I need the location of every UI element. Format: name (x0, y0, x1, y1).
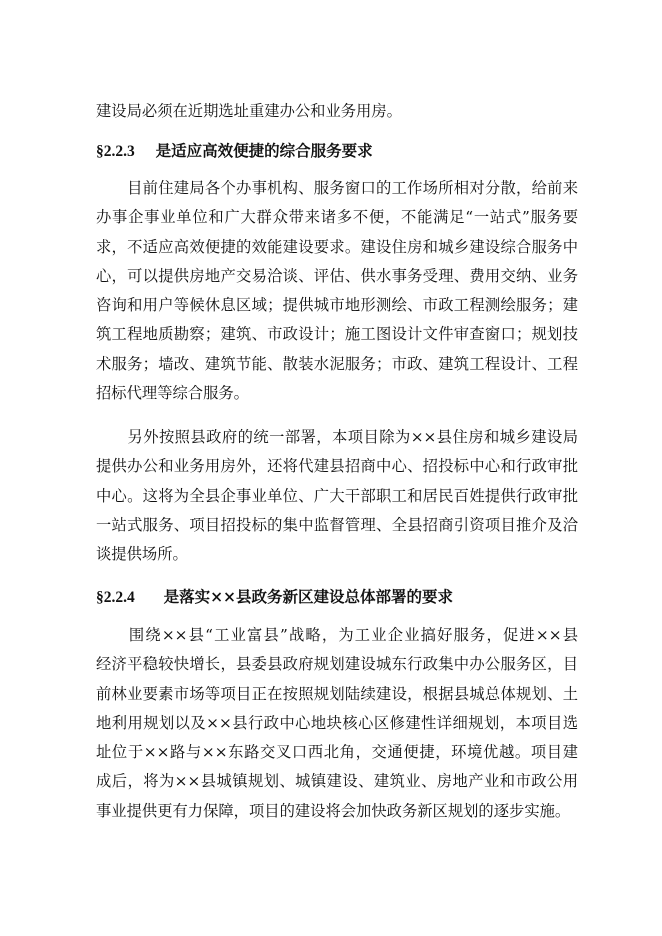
text-line: 术服务；墙改、建筑节能、散装水泥服务；市政、建筑工程设计、工程 (96, 354, 578, 373)
text-line: 地利用规划以及××县行政中心地块核心区修建性详细规划，本项目选 (96, 713, 578, 732)
section-heading-2-2-4 (96, 585, 596, 610)
text-line: 提供办公和业务用房外，还将代建县招商中心、招投标中心和行政审批 (96, 457, 578, 476)
text-line: 中心。这将为全县企事业单位、广大干部职工和居民百姓提供行政审批 (96, 486, 578, 505)
text-line: 建设局必须在近期选址重建办公和业务用房。 (96, 102, 402, 120)
text-line: 址位于××路与××东路交叉口西北角，交通便捷，环境优越。项目建 (96, 743, 578, 762)
text-line: 一站式服务、项目招投标的集中监督管理、全县招商引资项目推介及洽 (96, 515, 578, 534)
text-line: 咨询和用户等候休息区域；提供城市地形测绘、市政工程测绘服务；建 (96, 296, 578, 315)
text-line: 办事企事业单位和广大群众带来诸多不便，不能满足“一站式”服务要 (96, 208, 578, 227)
text-line: 求，不适应高效便捷的效能建设要求。建设住房和城乡建设综合服务中 (96, 237, 578, 256)
text-line: 经济平稳较快增长，县委县政府规划建设城东行政集中办公服务区，目 (96, 655, 578, 674)
text-line: 围绕××县“工业富县”战略，为工业企业搞好服务，促进××县 (96, 626, 578, 644)
text-line: 事业提供更有力保障，项目的建设将会加快政务新区规划的逐步实施。 (96, 801, 571, 820)
text-line: 招标代理等综合服务。 (96, 384, 249, 403)
section-heading-2-2-3 (96, 139, 596, 164)
text-line: 目前住建局各个办事机构、服务窗口的工作场所相对分散，给前来 (96, 179, 578, 197)
section-number: §2.2.3 (96, 143, 135, 160)
paragraph-county-deployment (96, 423, 578, 569)
paragraph-new-district (96, 621, 578, 826)
text-line: 另外按照县政府的统一部署，本项目除为××县住房和城乡建设局 (96, 428, 578, 446)
text-line: 筑工程地质勘察；建筑、市政设计；施工图设计文件审查窗口；规划技 (96, 325, 578, 344)
paragraph-service-requirement (96, 174, 578, 408)
text-line: 谈提供场所。 (96, 545, 188, 564)
text-line: 心，可以提供房地产交易洽谈、评估、供水事务受理、费用交纳、业务 (96, 266, 578, 285)
opening-paragraph (96, 97, 578, 126)
section-title: 是适应高效便捷的综合服务要求 (155, 141, 373, 160)
section-title: 是落实××县政务新区建设总体部署的要求 (163, 587, 454, 606)
section-number: §2.2.4 (96, 589, 135, 606)
text-line: 前林业要素市场等项目正在按照规划陆续建设，根据县城总体规划、土 (96, 684, 578, 703)
text-line: 成后，将为××县城镇规划、城镇建设、建筑业、房地产业和市政公用 (96, 772, 578, 791)
